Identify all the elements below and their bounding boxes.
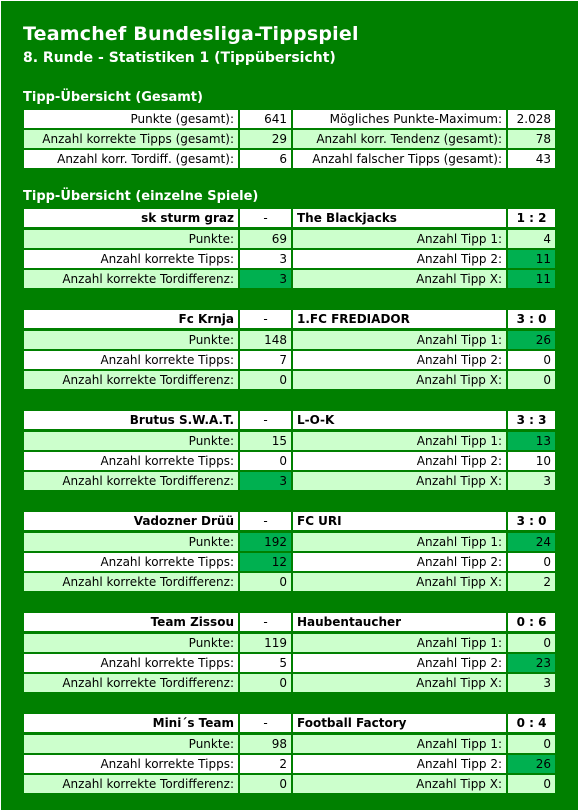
stat-label: Punkte:	[23, 633, 239, 653]
home-team: Team Zissou	[23, 612, 239, 632]
tip-value: 3	[507, 471, 556, 491]
game-header-row	[23, 410, 556, 430]
tip-value: 11	[507, 269, 556, 289]
stat-label: Anzahl korrekte Tipps:	[23, 350, 239, 370]
tip-value: 23	[507, 653, 556, 673]
stat-label: Anzahl korrekte Tordifferenz:	[23, 471, 239, 491]
match-score: 0 : 6	[507, 612, 556, 632]
game-stat-row	[23, 370, 556, 390]
stat-label: Anzahl korrekte Tordifferenz:	[23, 370, 239, 390]
home-team: sk sturm graz	[23, 208, 239, 228]
home-team: Fc Krnja	[23, 309, 239, 329]
stat-value: 3	[239, 249, 292, 269]
tip-label: Anzahl Tipp X:	[292, 673, 507, 693]
stat-value: 0	[239, 774, 292, 794]
stat-value: 192	[239, 532, 292, 552]
game-header-row	[23, 612, 556, 632]
tip-value: 0	[507, 774, 556, 794]
overview-value: 29	[239, 129, 292, 149]
game-stat-row	[23, 633, 556, 653]
tip-value: 11	[507, 249, 556, 269]
tip-value: 0	[507, 734, 556, 754]
stat-value: 0	[239, 572, 292, 592]
game-stat-row	[23, 350, 556, 370]
stat-label: Anzahl korrekte Tipps:	[23, 653, 239, 673]
overview-label: Anzahl korrekte Tipps (gesamt):	[23, 129, 239, 149]
vs-dash: -	[239, 612, 292, 632]
game-header-row	[23, 511, 556, 531]
tip-label: Anzahl Tipp X:	[292, 269, 507, 289]
tip-value: 3	[507, 673, 556, 693]
tip-value: 0	[507, 633, 556, 653]
tip-label: Anzahl Tipp 2:	[292, 754, 507, 774]
tip-value: 2	[507, 572, 556, 592]
game-stat-row	[23, 774, 556, 794]
stat-label: Anzahl korrekte Tipps:	[23, 754, 239, 774]
page-subtitle: 8. Runde - Statistiken 1 (Tippübersicht)	[23, 50, 336, 66]
game-stat-row	[23, 572, 556, 592]
stat-value: 5	[239, 653, 292, 673]
tip-value: 24	[507, 532, 556, 552]
match-score: 3 : 0	[507, 511, 556, 531]
overview-label: Mögliches Punkte-Maximum:	[292, 109, 507, 129]
home-team: Vadozner Drüü	[23, 511, 239, 531]
away-team: Football Factory	[292, 713, 507, 733]
overview-value: 78	[507, 129, 556, 149]
overview-label: Anzahl falscher Tipps (gesamt):	[292, 149, 507, 169]
tip-label: Anzahl Tipp 2:	[292, 249, 507, 269]
stat-value: 12	[239, 552, 292, 572]
stat-value: 15	[239, 431, 292, 451]
overview-row	[23, 109, 556, 129]
stat-label: Anzahl korrekte Tipps:	[23, 451, 239, 471]
tip-label: Anzahl Tipp 1:	[292, 734, 507, 754]
stat-value: 148	[239, 330, 292, 350]
stat-value: 3	[239, 269, 292, 289]
overview-value: 43	[507, 149, 556, 169]
stat-label: Punkte:	[23, 330, 239, 350]
stat-value: 2	[239, 754, 292, 774]
stat-value: 69	[239, 229, 292, 249]
tip-value: 0	[507, 350, 556, 370]
game-stat-row	[23, 269, 556, 289]
tip-value: 0	[507, 370, 556, 390]
tip-label: Anzahl Tipp 1:	[292, 431, 507, 451]
stat-label: Punkte:	[23, 734, 239, 754]
overview-label: Anzahl korr. Tendenz (gesamt):	[292, 129, 507, 149]
game-stat-row	[23, 431, 556, 451]
tip-label: Anzahl Tipp X:	[292, 774, 507, 794]
overview-row	[23, 129, 556, 149]
overview-value: 6	[239, 149, 292, 169]
stat-label: Anzahl korrekte Tordifferenz:	[23, 269, 239, 289]
match-score: 3 : 3	[507, 410, 556, 430]
tip-label: Anzahl Tipp 2:	[292, 350, 507, 370]
stat-value: 0	[239, 451, 292, 471]
home-team: Mini´s Team	[23, 713, 239, 733]
vs-dash: -	[239, 511, 292, 531]
stat-value: 119	[239, 633, 292, 653]
vs-dash: -	[239, 713, 292, 733]
away-team: L-O-K	[292, 410, 507, 430]
tip-label: Anzahl Tipp 2:	[292, 552, 507, 572]
game-stat-row	[23, 754, 556, 774]
page-title: Teamchef Bundesliga-Tippspiel	[23, 23, 359, 45]
game-stat-row	[23, 653, 556, 673]
overview-row	[23, 149, 556, 169]
game-stat-row	[23, 673, 556, 693]
away-team: Haubentaucher	[292, 612, 507, 632]
stat-label: Anzahl korrekte Tordifferenz:	[23, 572, 239, 592]
stat-value: 98	[239, 734, 292, 754]
game-header-row	[23, 208, 556, 228]
tip-value: 13	[507, 431, 556, 451]
tip-label: Anzahl Tipp 1:	[292, 633, 507, 653]
game-stat-row	[23, 532, 556, 552]
stat-label: Punkte:	[23, 229, 239, 249]
tip-label: Anzahl Tipp 1:	[292, 532, 507, 552]
vs-dash: -	[239, 208, 292, 228]
game-stat-row	[23, 471, 556, 491]
overview-value: 641	[239, 109, 292, 129]
stat-value: 0	[239, 370, 292, 390]
game-stat-row	[23, 552, 556, 572]
away-team: 1.FC FREDIADOR	[292, 309, 507, 329]
stat-value: 0	[239, 673, 292, 693]
vs-dash: -	[239, 410, 292, 430]
match-score: 0 : 4	[507, 713, 556, 733]
vs-dash: -	[239, 309, 292, 329]
stat-label: Punkte:	[23, 431, 239, 451]
tip-label: Anzahl Tipp X:	[292, 370, 507, 390]
tip-label: Anzahl Tipp 2:	[292, 451, 507, 471]
tip-label: Anzahl Tipp 1:	[292, 330, 507, 350]
stat-value: 7	[239, 350, 292, 370]
home-team: Brutus S.W.A.T.	[23, 410, 239, 430]
game-header-row	[23, 309, 556, 329]
stat-label: Anzahl korrekte Tordifferenz:	[23, 673, 239, 693]
tip-value: 0	[507, 552, 556, 572]
away-team: The Blackjacks	[292, 208, 507, 228]
game-stat-row	[23, 229, 556, 249]
away-team: FC URI	[292, 511, 507, 531]
tip-label: Anzahl Tipp X:	[292, 471, 507, 491]
tip-label: Anzahl Tipp 2:	[292, 653, 507, 673]
game-stat-row	[23, 734, 556, 754]
stat-label: Anzahl korrekte Tipps:	[23, 249, 239, 269]
overview-label: Punkte (gesamt):	[23, 109, 239, 129]
overview-label: Anzahl korr. Tordiff. (gesamt):	[23, 149, 239, 169]
tip-value: 4	[507, 229, 556, 249]
tip-label: Anzahl Tipp 1:	[292, 229, 507, 249]
stat-label: Anzahl korrekte Tipps:	[23, 552, 239, 572]
stat-label: Anzahl korrekte Tordifferenz:	[23, 774, 239, 794]
stat-label: Punkte:	[23, 532, 239, 552]
game-header-row	[23, 713, 556, 733]
tip-value: 26	[507, 330, 556, 350]
games-heading: Tipp-Übersicht (einzelne Spiele)	[23, 189, 259, 204]
stats-sheet	[1, 1, 578, 810]
tip-value: 26	[507, 754, 556, 774]
overview-value: 2.028	[507, 109, 556, 129]
overview-heading: Tipp-Übersicht (Gesamt)	[23, 90, 203, 105]
match-score: 1 : 2	[507, 208, 556, 228]
game-stat-row	[23, 330, 556, 350]
match-score: 3 : 0	[507, 309, 556, 329]
game-stat-row	[23, 249, 556, 269]
tip-value: 10	[507, 451, 556, 471]
tip-label: Anzahl Tipp X:	[292, 572, 507, 592]
game-stat-row	[23, 451, 556, 471]
stat-value: 3	[239, 471, 292, 491]
